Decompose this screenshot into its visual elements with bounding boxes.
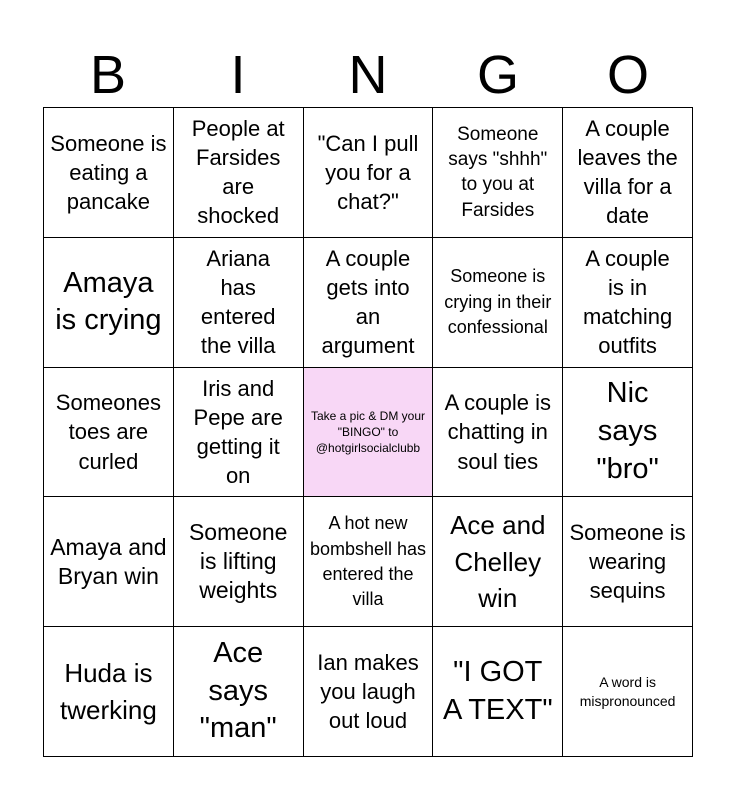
bingo-board [43,107,693,757]
cell-text: Huda is twerking [59,658,157,725]
cell-text: Ian makes you laugh out loud [317,650,419,734]
bingo-cell-r1c4[interactable] [433,108,563,238]
bingo-cell-r3c2[interactable] [174,368,304,498]
bingo-cell-r4c3[interactable] [304,497,434,627]
bingo-cell-r3c1[interactable] [44,368,174,498]
bingo-cell-r3c5[interactable] [563,368,693,498]
cell-text: A couple is in matching outfits [582,246,673,359]
header-letter-n: N [348,45,388,105]
cell-text: Nic says "bro" [596,377,659,485]
bingo-cell-r1c2[interactable] [174,108,304,238]
cell-text: Amaya and Bryan win [50,533,167,589]
cell-text: "I GOT A TEXT" [442,655,553,726]
cell-text: A word is mispronounced [579,674,676,709]
cell-text: "Can I pull you for a chat?" [317,130,419,214]
cell-text: Someone says "shhh" to you at Farsides [448,123,548,221]
bingo-cell-r5c1[interactable] [44,627,174,757]
bingo-cell-r1c5[interactable] [563,108,693,238]
bingo-cell-r5c4[interactable] [433,627,563,757]
bingo-header [43,40,693,108]
bingo-cell-r2c2[interactable] [174,238,304,368]
bingo-cell-r5c5[interactable] [563,627,693,757]
cell-text: Ace and Chelley win [450,510,546,613]
bingo-cell-r1c3[interactable] [304,108,434,238]
cell-text: Iris and Pepe are getting it on [193,375,283,489]
bingo-cell-r4c1[interactable] [44,497,174,627]
bingo-cell-r2c3[interactable] [304,238,434,368]
cell-text: A hot new bombshell has entered the villa [309,513,427,609]
bingo-cell-r5c3[interactable] [304,627,434,757]
bingo-cell-r2c1[interactable] [44,238,174,368]
cell-text: Amaya is crying [55,266,162,337]
cell-text: People at Farsides are shocked [191,116,285,229]
header-letter-i: I [230,45,246,105]
cell-text: Someone is eating a pancake [50,130,167,214]
bingo-cell-r3c4[interactable] [433,368,563,498]
cell-text: Someone is crying in their confessional [444,266,552,337]
cell-text: Ariana has entered the villa [200,246,276,359]
cell-text: A couple gets into an argument [321,246,415,359]
header-letter-o: O [606,45,649,105]
bingo-cell-r2c4[interactable] [433,238,563,368]
cell-text: Someone is wearing sequins [569,520,686,604]
bingo-cell-r4c2[interactable] [174,497,304,627]
bingo-cell-r4c5[interactable] [563,497,693,627]
cell-text: Ace says "man" [199,637,277,745]
bingo-cell-r5c2[interactable] [174,627,304,757]
bingo-cell-r1c1[interactable] [44,108,174,238]
cell-text: Take a pic & DM your "BINGO" to @hotgirlsocialclubb [310,408,426,456]
bingo-cell-r2c5[interactable] [563,238,693,368]
free-space-cell[interactable] [304,368,434,498]
cell-text: A couple leaves the villa for a date [577,116,678,229]
header-letter-g: G [476,45,519,105]
cell-text: Someones toes are curled [55,390,161,474]
cell-text: Someone is lifting weights [188,518,288,604]
header-letter-b: B [89,45,127,105]
cell-text: A couple is chatting in soul ties [444,390,551,474]
bingo-cell-r4c4[interactable] [433,497,563,627]
